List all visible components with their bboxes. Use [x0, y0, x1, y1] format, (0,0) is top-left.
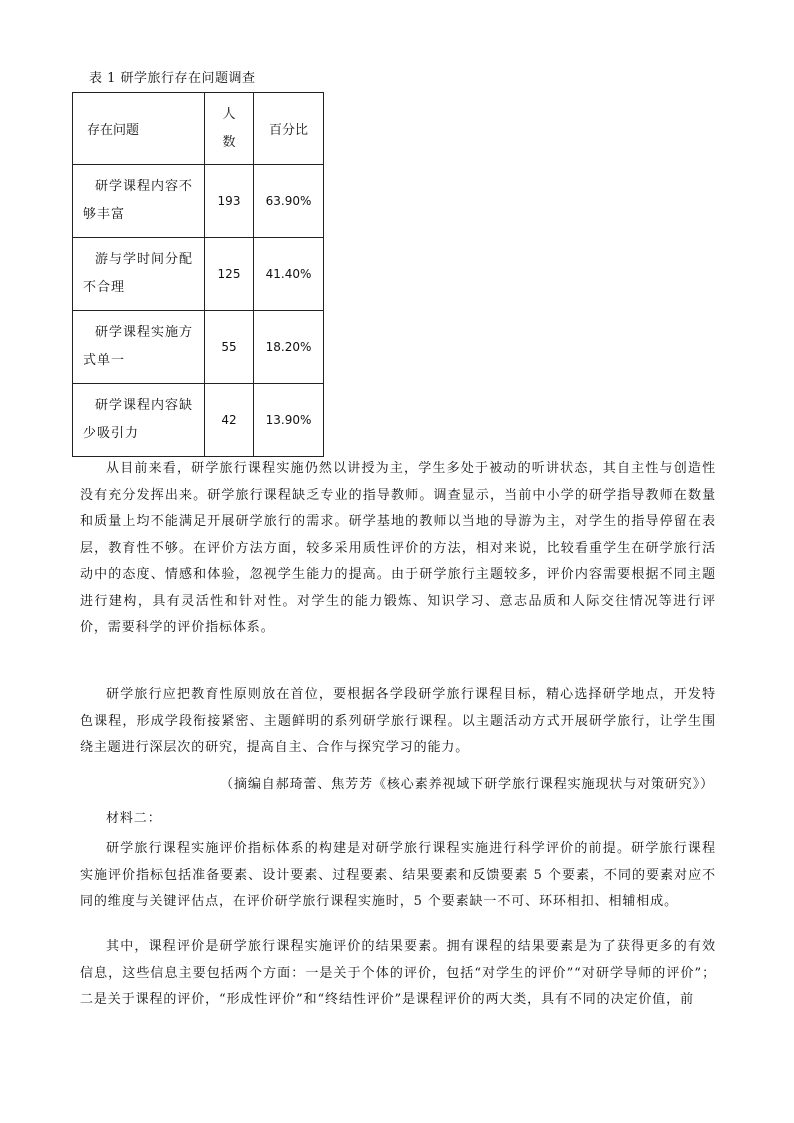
row-issue: 研学课程内容不够丰富 [73, 165, 205, 238]
row-percent: 18.20% [254, 311, 324, 384]
table-caption: 表 1 研学旅行存在问题调查 [89, 71, 256, 86]
row-issue: 游与学时间分配不合理 [73, 238, 205, 311]
table-row [73, 311, 324, 384]
header-issue: 存在问题 [73, 93, 205, 165]
header-count: 人数 [205, 93, 254, 165]
table-header-row [73, 93, 324, 165]
survey-table [72, 92, 324, 457]
row-count: 55 [205, 311, 254, 384]
row-percent: 41.40% [254, 238, 324, 311]
table-row [73, 238, 324, 311]
material-label: 材料二： [106, 811, 162, 826]
body-paragraph-1: 从目前来看，研学旅行课程实施仍然以讲授为主，学生多处于被动的听讲状态，其自主性与创造性没有充分发挥出来。研学旅行课程缺乏专业的指导教师。调查显示，当前中小学的研学指导教师在数量和质量上均不能满足开展研学旅行的需求。研学基地的教师以当地的导游为主，对学生的指导停留在表层，教育性不够。在评价方法方面，较多采用质性评价的方法，相对来说，比较看重学生在研学旅行活动中的态度、情感和体验，忽视学生能力的提高。由于研学旅行主题较多，评价内容需要根据不同主题进行建构，具有灵活性和针对性。对学生的能力锻炼、知识学习、意志品质和人际交往情况等进行评价，需要科学的评价指标体系。 [80, 461, 716, 635]
source-citation: （摘编自郝琦蕾、焦芳芳《核心素养视域下研学旅行课程实施现状与对策研究》） [220, 777, 714, 792]
row-count: 42 [205, 384, 254, 457]
body-paragraph-2: 研学旅行应把教育性原则放在首位，要根据各学段研学旅行课程目标，精心选择研学地点，开发特色课程，形成学段衔接紧密、主题鲜明的系列研学旅行课程。以主题活动方式开展研学旅行，让学生围绕主题进行深层次的研究，提高自主、合作与探究学习的能力。 [80, 687, 716, 755]
row-count: 193 [205, 165, 254, 238]
row-issue: 研学课程内容缺少吸引力 [73, 384, 205, 457]
header-percent: 百分比 [254, 93, 324, 165]
body-paragraph-4: 其中，课程评价是研学旅行课程实施评价的结果要素。拥有课程的结果要素是为了获得更多的有效信息，这些信息主要包括两个方面：一是关于个体的评价，包括“对学生的评价”“对研学导师的评价”；二是关于课程的评价，“形成性评价”和“终结性评价”是课程评价的两大类，具有不同的决定价值，前 [80, 939, 716, 1007]
row-issue: 研学课程实施方式单一 [73, 311, 205, 384]
table-row [73, 165, 324, 238]
row-percent: 63.90% [254, 165, 324, 238]
table-row [73, 384, 324, 457]
body-paragraph-3: 研学旅行课程实施评价指标体系的构建是对研学旅行课程实施进行科学评价的前提。研学旅行课程实施评价指标包括准备要素、设计要素、过程要素、结果要素和反馈要素 5 个要素，不同的要素对应不同的维度与关键评估点，在评价研学旅行课程实施时，5 个要素缺一不可、环环相扣、相辅相成。 [80, 841, 716, 909]
row-count: 125 [205, 238, 254, 311]
row-percent: 13.90% [254, 384, 324, 457]
